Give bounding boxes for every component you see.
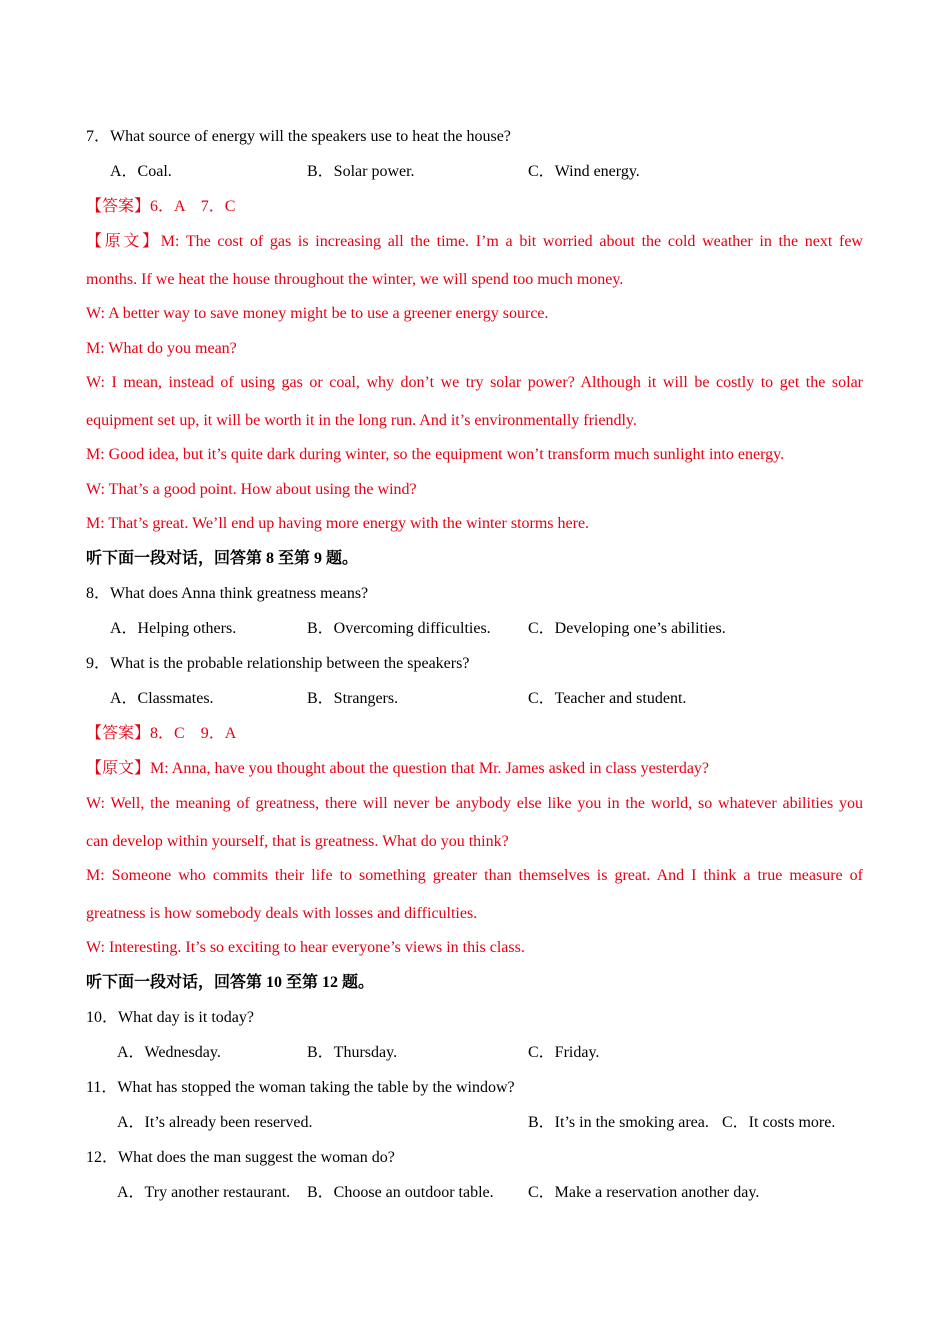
transcript-text: M: The cost of gas is increasing all the time. I’m a bit worried about the cold weather in the next few [160, 233, 863, 250]
transcript-2-line-5: greatness is how somebody deals with losses and difficulties. [86, 905, 478, 922]
answer-block-1 [86, 196, 235, 218]
q9-option-b: B．Strangers. [307, 690, 399, 707]
q8-option-b: B．Overcoming difficulties. [307, 620, 491, 637]
answer-block-2 [86, 723, 236, 745]
transcript-1-line-9: M: That’s great. We’ll end up having more energy with the winter storms here. [86, 515, 590, 532]
q8-option-c: C．Developing one’s abilities. [528, 620, 726, 637]
q10-option-b: B．Thursday. [307, 1044, 398, 1061]
q11-option-a: A．It’s already been reserved. [117, 1114, 313, 1131]
q7-option-c: C．Wind energy. [528, 163, 640, 180]
q12-option-a: A．Try another restaurant. [117, 1184, 291, 1201]
q7-option-a: A．Coal. [110, 163, 172, 180]
answer-tag: 【答案】 [86, 725, 151, 742]
q9-option-a: A．Classmates. [110, 690, 214, 707]
transcript-1-line-7: M: Good idea, but it’s quite dark during winter, so the equipment won’t transform much sunlight into energy. [86, 446, 785, 463]
answer-tag: 【答案】 [86, 198, 151, 215]
section-heading-8-9: 听下面一段对话，回答第 8 至第 9 题。 [86, 550, 359, 567]
q11-option-b: B．It’s in the smoking area. [528, 1114, 709, 1131]
transcript-1-line-8: W: That’s a good point. How about using the wind? [86, 481, 417, 498]
question-7: 7．What source of energy will the speakers use to heat the house? [86, 128, 511, 145]
q8-option-a: A．Helping others. [110, 620, 237, 637]
question-11: 11．What has stopped the woman taking the table by the window? [86, 1079, 515, 1096]
answer-text: 8．C 9．A [150, 725, 237, 742]
transcript-tag: 【原文】 [86, 760, 151, 777]
transcript-2-line-2: W: Well, the meaning of greatness, there will never be anybody else like you in the world, so whatever abilities you [86, 795, 863, 812]
transcript-1-line-3: W: A better way to save money might be to use a greener energy source. [86, 305, 549, 322]
q12-option-b: B．Choose an outdoor table. [307, 1184, 494, 1201]
transcript-1-line-4: M: What do you mean? [86, 340, 237, 357]
question-8: 8．What does Anna think greatness means? [86, 585, 369, 602]
question-10: 10．What day is it today? [86, 1009, 254, 1026]
transcript-1-line-2: months. If we heat the house throughout the winter, we will spend too much money. [86, 271, 624, 288]
transcript-1-line-6: equipment set up, it will be worth it in the long run. And it’s environmentally friendly. [86, 412, 637, 429]
question-12: 12．What does the man suggest the woman do? [86, 1149, 395, 1166]
question-9: 9．What is the probable relationship between the speakers? [86, 655, 470, 672]
answer-text: 6．A 7．C [150, 198, 236, 215]
q7-option-b: B．Solar power. [307, 163, 415, 180]
transcript-tag: 【原文】 [86, 233, 161, 250]
transcript-2-line-1 [86, 758, 709, 780]
transcript-text: M: Anna, have you thought about the question that Mr. James asked in class yesterday? [150, 760, 710, 777]
q9-option-c: C．Teacher and student. [528, 690, 687, 707]
q11-option-c: C．It costs more. [722, 1114, 836, 1131]
transcript-2-line-6: W: Interesting. It’s so exciting to hear everyone’s views in this class. [86, 939, 525, 956]
transcript-1-line-1 [86, 231, 863, 253]
q12-option-c: C．Make a reservation another day. [528, 1184, 760, 1201]
section-heading-10-12: 听下面一段对话，回答第 10 至第 12 题。 [86, 974, 375, 991]
transcript-2-line-3: can develop within yourself, that is greatness. What do you think? [86, 833, 509, 850]
q10-option-c: C．Friday. [528, 1044, 600, 1061]
transcript-1-line-5: W: I mean, instead of using gas or coal, why don’t we try solar power? Although it will be costly to get the solar [86, 374, 863, 391]
q10-option-a: A．Wednesday. [117, 1044, 221, 1061]
transcript-2-line-4: M: Someone who commits their life to something greater than themselves is great. And I think a true measure of [86, 867, 863, 884]
